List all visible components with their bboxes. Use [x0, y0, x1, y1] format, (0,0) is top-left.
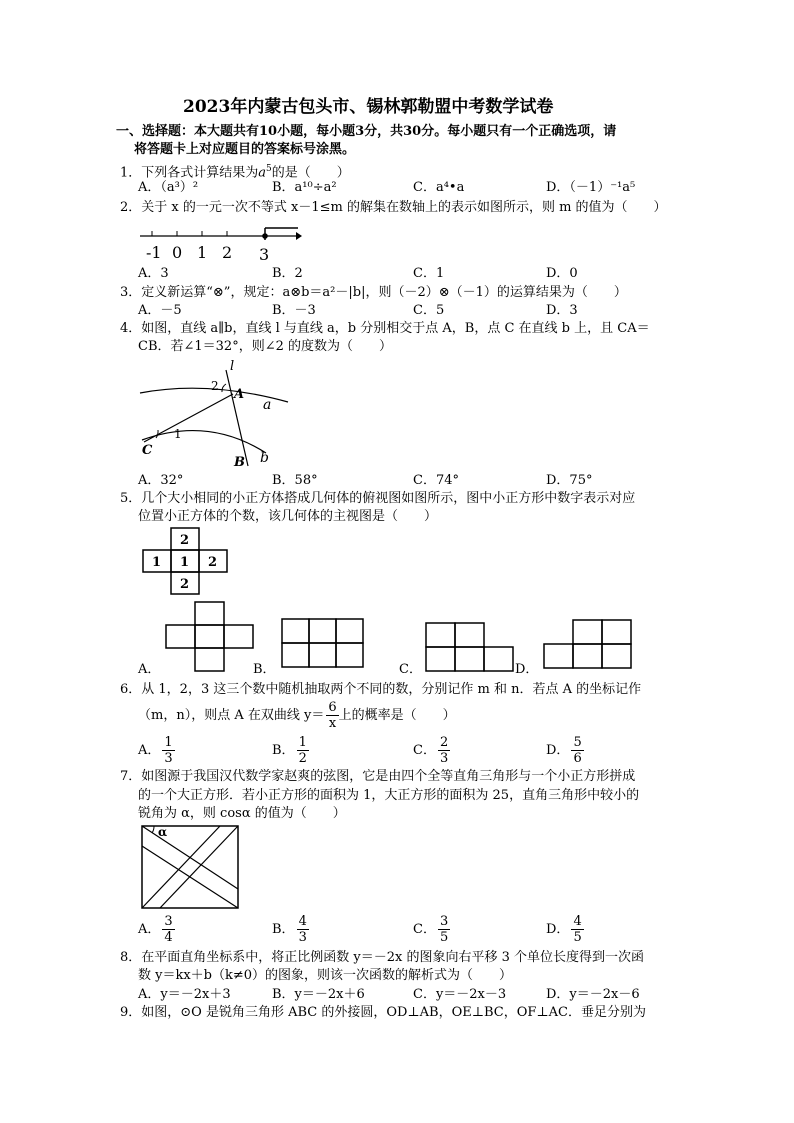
q8-option-c[interactable]: C．y＝－2x－3 — [413, 987, 507, 1002]
q5-option-c[interactable]: C． — [399, 662, 422, 677]
q2-tick-label: -1 — [146, 243, 162, 262]
q2-option-b[interactable]: B．2 — [272, 266, 303, 281]
q2-tick-label: 2 — [222, 243, 233, 262]
q4-label-line-b: b — [260, 450, 269, 466]
q1-option-d[interactable]: D．（－1）⁻¹a⁵ — [546, 180, 636, 195]
q5-option-b-figure[interactable] — [281, 618, 366, 670]
q6-option-c[interactable]: C． $\frac{2}{3}$ — [413, 735, 449, 766]
q3-stem: 3．定义新运算“⊗”，规定：a⊗b＝a²－|b|，则（－2）⊗（－1）的运算结果为（ ） — [120, 285, 627, 300]
q6-stem-line2: （m，n），则点 A 在双曲线 y＝ $\frac{6}{x}$ 上的概率是（ ） — [138, 700, 456, 731]
q8-stem-line2: 数 y＝kx＋b（k≠0）的图象，则该一次函数的解析式为（ ） — [138, 968, 513, 983]
q4-stem-line2: CB．若∠1＝32°，则∠2 的度数为（ ） — [138, 339, 393, 354]
q5-cell-count: 2 — [208, 555, 218, 570]
q4-stem-line1: 4．如图，直线 a∥b，直线 l 与直线 a，b 分别相交于点 A，B，点 C 在直线 b 上，且 CA＝ — [120, 321, 650, 336]
q5-cell-count: 2 — [180, 533, 190, 548]
q1-option-c[interactable]: C．a⁴•a — [413, 180, 465, 195]
q2-option-d[interactable]: D．0 — [546, 266, 578, 281]
q1-option-a[interactable]: A．（a³）² — [138, 180, 199, 195]
section-header-line2: 将答题卡上对应题目的答案标号涂黑。 — [134, 142, 356, 157]
q5-stem-line1: 5．几个大小相同的小正方体搭成几何体的俯视图如图所示，图中小正方形中数字表示对应 — [120, 491, 636, 506]
q2-tick-label: 3 — [259, 245, 270, 264]
q2-option-a[interactable]: A．3 — [138, 266, 169, 281]
q4-figure — [138, 358, 288, 470]
q2-number-line — [138, 222, 303, 262]
q7-stem-line1: 7．如图源于我国汉代数学家赵爽的弦图，它是由四个全等直角三角形与一个小正方形拼成 — [120, 769, 636, 784]
q5-option-d-figure[interactable] — [543, 619, 635, 671]
q4-option-d[interactable]: D．75° — [546, 473, 593, 488]
q7-alpha-label: α — [158, 825, 168, 839]
q4-label-angle1: 1 — [174, 427, 182, 441]
q4-label-angle2: 2 — [211, 379, 219, 393]
q2-tick-label: 1 — [197, 243, 208, 262]
q7-option-c[interactable]: C． $\frac{3}{5}$ — [413, 914, 449, 945]
q5-option-a[interactable]: A． — [138, 662, 161, 677]
q5-option-c-figure[interactable] — [425, 622, 517, 674]
q2-option-c[interactable]: C．1 — [413, 266, 445, 281]
q5-cell-count: 2 — [180, 577, 190, 592]
q7-option-b[interactable]: B． $\frac{4}{3}$ — [272, 914, 307, 945]
q4-option-a[interactable]: A．32° — [138, 473, 184, 488]
q8-option-a[interactable]: A．y＝－2x＋3 — [138, 987, 231, 1002]
q4-label-point-a: A — [234, 387, 245, 402]
q5-option-b[interactable]: B． — [253, 662, 276, 677]
q3-option-d[interactable]: D．3 — [546, 303, 578, 318]
q3-option-b[interactable]: B．－3 — [272, 303, 316, 318]
q1-option-b[interactable]: B．a¹⁰÷a² — [272, 180, 337, 195]
q3-option-c[interactable]: C．5 — [413, 303, 445, 318]
q7-option-d[interactable]: D． $\frac{4}{5}$ — [546, 914, 582, 945]
q2-stem: 2．关于 x 的一元一次不等式 x－1≤m 的解集在数轴上的表示如图所示，则 m 的值为（ ） — [120, 200, 667, 215]
q7-stem-line3: 锐角为 α，则 cosα 的值为（ ） — [138, 806, 346, 821]
q4-label-point-b: B — [234, 455, 245, 470]
q8-option-b[interactable]: B．y＝－2x＋6 — [272, 987, 365, 1002]
q1-stem: 1．下列各式计算结果为$a^5$的是（ ） — [120, 164, 350, 181]
q5-cell-count: 1 — [180, 555, 190, 570]
q5-cell-count: 1 — [152, 555, 162, 570]
q2-tick-label: 0 — [172, 243, 183, 262]
q4-option-b[interactable]: B．58° — [272, 473, 318, 488]
q8-option-d[interactable]: D．y＝－2x－6 — [546, 987, 640, 1002]
q9-stem-line1: 9．如图，⊙O 是锐角三角形 ABC 的外接圆，OD⊥AB，OE⊥BC，OF⊥AC．垂足分别为 — [120, 1005, 646, 1020]
q7-stem-line2: 的一个大正方形．若小正方形的面积为 1，大正方形的面积为 25，直角三角形中较小的 — [138, 788, 640, 803]
section-header-line1: 一、选择题：本大题共有10小题，每小题3分，共30分。每小题只有一个正确选项，请 — [116, 124, 617, 139]
q4-label-l: l — [230, 359, 235, 374]
q6-stem-line1: 6．从 1，2，3 这三个数中随机抽取两个不同的数，分别记作 m 和 n．若点 A 的坐标记作 — [120, 682, 642, 697]
q4-option-c[interactable]: C．74° — [413, 473, 459, 488]
q4-label-line-a: a — [263, 397, 272, 413]
page-title: 2023年内蒙古包头市、锡林郭勒盟中考数学试卷 — [183, 97, 554, 117]
q5-stem-line2: 位置小正方体的个数，该几何体的主视图是（ ） — [138, 509, 438, 524]
q5-option-d[interactable]: D． — [515, 662, 539, 677]
q3-option-a[interactable]: A．－5 — [138, 303, 182, 318]
q6-hyperbola-fraction: $\frac{6}{x}$ — [328, 700, 337, 731]
q6-option-b[interactable]: B． $\frac{1}{2}$ — [272, 735, 307, 766]
q6-option-d[interactable]: D． $\frac{5}{6}$ — [546, 735, 582, 766]
q5-option-a-figure[interactable] — [164, 601, 259, 676]
q8-stem-line1: 8．在平面直角坐标系中，将正比例函数 y＝－2x 的图象向右平移 3 个单位长度得到一次函 — [120, 950, 645, 965]
q5-top-view-grid — [140, 527, 232, 597]
q4-label-point-c: C — [142, 443, 153, 458]
q7-option-a[interactable]: A． $\frac{3}{4}$ — [138, 914, 173, 945]
q7-zhao-shuang-diagram — [140, 824, 240, 910]
q6-option-a[interactable]: A． $\frac{1}{3}$ — [138, 735, 173, 766]
